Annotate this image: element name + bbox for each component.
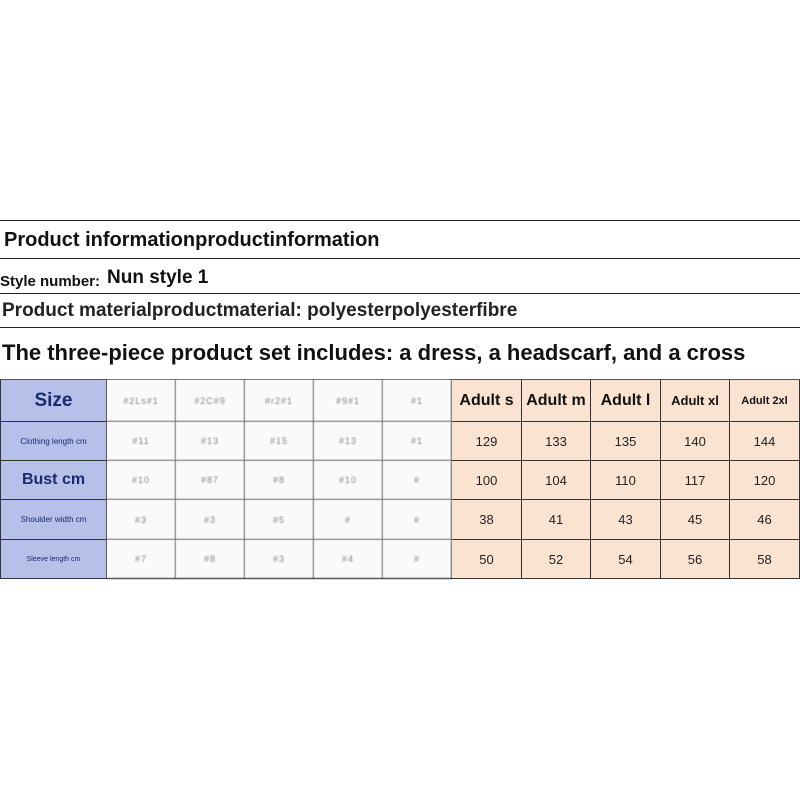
measurement-value: 45	[661, 500, 730, 540]
blurred-value-cell: #1	[383, 422, 452, 461]
measurement-value: 133	[522, 422, 591, 461]
measurement-value: 52	[522, 540, 591, 579]
product-info-sheet	[0, 220, 800, 579]
style-number-row	[0, 259, 800, 294]
set-includes-text: The three-piece product set includes: a dress, a headscarf, and a cross	[2, 340, 746, 365]
blurred-value-cell: #3	[245, 540, 314, 579]
set-includes-row	[0, 328, 800, 380]
measurement-value: 38	[452, 500, 522, 540]
blurred-value-cell: #13	[314, 422, 383, 461]
blurred-header-cell: #2C#9	[176, 380, 245, 422]
blurred-value-cell: #15	[245, 422, 314, 461]
measurement-value: 135	[591, 422, 661, 461]
blurred-value-cell: #13	[176, 422, 245, 461]
size-column-header: Adult s	[452, 380, 522, 422]
measurement-value: 46	[730, 500, 800, 540]
blurred-header-cell: #r2#1	[245, 380, 314, 422]
measurement-value: 58	[730, 540, 800, 579]
measurement-value: 117	[661, 461, 730, 500]
measurement-value: 120	[730, 461, 800, 500]
info-title-row	[0, 221, 800, 259]
measurement-label: Sleeve length cm	[0, 540, 107, 579]
blurred-value-cell: #10	[314, 461, 383, 500]
product-material-text: Product materialproductmaterial: polyesterpolyesterfibre	[2, 300, 518, 321]
size-column-header: Adult 2xl	[730, 380, 800, 422]
product-info-title: Product informationproductinformation	[4, 229, 380, 251]
measurement-label: Bust cm	[0, 461, 107, 500]
measurement-value: 56	[661, 540, 730, 579]
measurement-value: 129	[452, 422, 522, 461]
blurred-value-cell: #3	[107, 500, 176, 540]
size-column-header: Adult l	[591, 380, 661, 422]
blurred-header-cell: #2Ls#1	[107, 380, 176, 422]
measurement-value: 43	[591, 500, 661, 540]
blurred-value-cell: #	[383, 500, 452, 540]
measurement-value: 100	[452, 461, 522, 500]
measurement-value: 110	[591, 461, 661, 500]
measurement-value: 140	[661, 422, 730, 461]
blurred-value-cell: #7	[107, 540, 176, 579]
style-number-value: Nun style 1	[107, 267, 209, 288]
blurred-header-cell: #1	[383, 380, 452, 422]
blurred-value-cell: #4	[314, 540, 383, 579]
blurred-value-cell: #	[314, 500, 383, 540]
measurement-label: Clothing length cm	[0, 422, 107, 461]
measurement-value: 41	[522, 500, 591, 540]
blurred-value-cell: #8	[176, 540, 245, 579]
material-row	[0, 294, 800, 328]
blurred-value-cell: #3	[176, 500, 245, 540]
size-table	[0, 380, 800, 579]
measurement-value: 54	[591, 540, 661, 579]
style-number-label: Style number:	[0, 273, 101, 290]
measurement-value: 104	[522, 461, 591, 500]
size-column-header: Adult xl	[661, 380, 730, 422]
blurred-value-cell: #10	[107, 461, 176, 500]
blurred-value-cell: #5	[245, 500, 314, 540]
blurred-value-cell: #	[383, 461, 452, 500]
blurred-header-cell: #9#1	[314, 380, 383, 422]
blurred-value-cell: #8	[245, 461, 314, 500]
measurement-label: Shoulder width cm	[0, 500, 107, 540]
measurement-value: 50	[452, 540, 522, 579]
size-column-header: Adult m	[522, 380, 591, 422]
blurred-value-cell: #	[383, 540, 452, 579]
measurement-value: 144	[730, 422, 800, 461]
blurred-value-cell: #87	[176, 461, 245, 500]
blurred-value-cell: #11	[107, 422, 176, 461]
size-header-cell: Size	[0, 380, 107, 422]
